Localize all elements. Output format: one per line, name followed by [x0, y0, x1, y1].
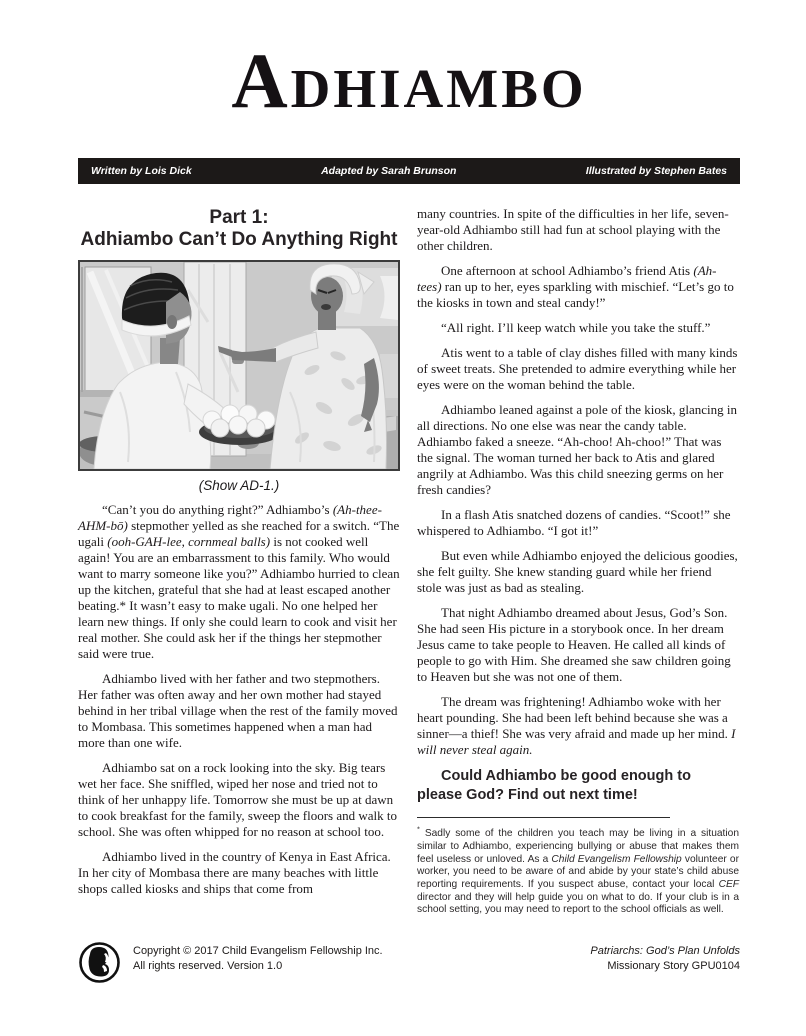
footnote: * Sadly some of the children you teach may be living in a situation similar to Adhiambo, experiencing bullying or abuse that makes them feel useless or unloved. As a Child Evangelism Fellowship volunteer or worker, you need to be aware of and abide by your state’s child abuse reporting requirements. If you suspect abuse, contact your local CEF director and they will help guide you on what to do. If your club is in a school setting, you may need to report to the school officials as well. [417, 824, 739, 916]
story-paragraph: The dream was frightening! Adhiambo woke with her heart pounding. She had been left behind because she was a sinner—a thief! She was very afraid and made up her mind. I will never steal again. [417, 694, 736, 757]
page-footer [78, 944, 740, 984]
story-paragraph: But even while Adhiambo enjoyed the delicious goodies, she felt guilty. She knew standing guard while her friend stole was just as bad as stealing. [417, 548, 738, 595]
illustration-caption: (Show AD-1.) [198, 478, 280, 493]
story-paragraph: That night Adhiambo dreamed about Jesus, God’s Son. She had seen His picture in a storybook once. In her dream Jesus came to take people to Heaven. He called all kinds of people to go with Him. She dreamed she saw children going to Heaven but she was not one of them. [417, 605, 731, 684]
story-paragraph: many countries. In spite of the difficulties in her life, seven-year-old Adhiambo still had fun at school playing with the other children. [417, 206, 729, 253]
part-heading-line2: Adhiambo Can’t Do Anything Right [80, 228, 398, 250]
cef-logo-icon [78, 941, 121, 984]
credits-bar [78, 158, 740, 184]
left-column [78, 206, 400, 927]
copyright-line-2: All rights reserved. Version 1.0 [133, 959, 283, 972]
story-paragraph: “All right. I’ll keep watch while you take the stuff.” [441, 320, 711, 335]
story-paragraph: “Can’t you do anything right?” Adhiambo’s (Ah-thee-AHM-bō) stepmother yelled as she reached for a switch. “The ugali (ooh-GAH-lee, cornmeal balls) is not cooked well again! You are an embarrassment to this family. Who would want to marry someone like you?” Adhiambo hurried to clean up the kitchen, grateful that she had at least escaped another beating.* It wasn’t easy to make ugali. No one helped her learn new things. If only she could learn to cook and visit her real mother. She could ask her if the things her stepmother said were true. [78, 502, 400, 661]
right-column [417, 206, 739, 927]
series-block [590, 944, 740, 973]
story-paragraph: Adhiambo leaned against a pole of the kiosk, glancing in all directions. No one else was near the candy table. Adhiambo faked a sneeze. “Ah-choo! Ah-choo!” That was the signal. The woman turned her back to Atis and glared angrily at Adhiambo. Was this child sneezing germs on her fresh candies? [417, 402, 738, 497]
teaser-question: Could Adhiambo be good enough to please God? Find out next time! [417, 768, 691, 803]
footnote-rule [417, 817, 670, 818]
credit-illustrated: Illustrated by Stephen Bates [585, 165, 727, 177]
document-title: Adhiambo [231, 37, 587, 124]
story-paragraph: Adhiambo lived with her father and two stepmothers. Her father was often away and her own mother had stayed behind in her tribal village when the rest of the family moved to Mombasa. This sometimes happened when a man had more than one wife. [78, 671, 398, 750]
series-title: Patriarchs: God’s Plan Unfolds [590, 945, 740, 957]
story-paragraph: One afternoon at school Adhiambo’s friend Atis (Ah-tees) ran up to her, eyes sparkling with mischief. “Let’s go to the kiosks in town and steal candy!” [417, 263, 734, 310]
part-heading-line1: Part 1: [209, 207, 269, 228]
credit-written: Written by Lois Dick [91, 165, 192, 177]
story-paragraph: In a flash Atis snatched dozens of candies. “Scoot!” she whispered to Adhiambo. “I got it!” [417, 507, 731, 538]
copyright-block [133, 944, 383, 973]
story-illustration [78, 260, 400, 471]
story-code: Missionary Story GPU0104 [607, 959, 740, 972]
two-column-body [78, 206, 740, 927]
story-paragraph: Adhiambo lived in the country of Kenya in East Africa. In her city of Mombasa there are many beaches with little shops called kiosks and ships that come from [78, 849, 391, 896]
part-heading [78, 207, 400, 250]
credit-adapted: Adapted by Sarah Brunson [321, 165, 457, 177]
story-paragraph: Adhiambo sat on a rock looking into the sky. Big tears wet her face. She sniffled, wiped her nose and tried not to think of her unhappy life. Tomorrow she must be up at dawn to cook breakfast for the family, sweep the floors and walk to school. She was often whipped for no reason at school too. [78, 760, 398, 839]
story-paragraph: Atis went to a table of clay dishes filled with many kinds of sweet treats. She pretended to admire everything while her eyes were on the woman behind the table. [417, 345, 738, 392]
copyright-line-1: Copyright © 2017 Child Evangelism Fellowship Inc. [133, 945, 383, 957]
